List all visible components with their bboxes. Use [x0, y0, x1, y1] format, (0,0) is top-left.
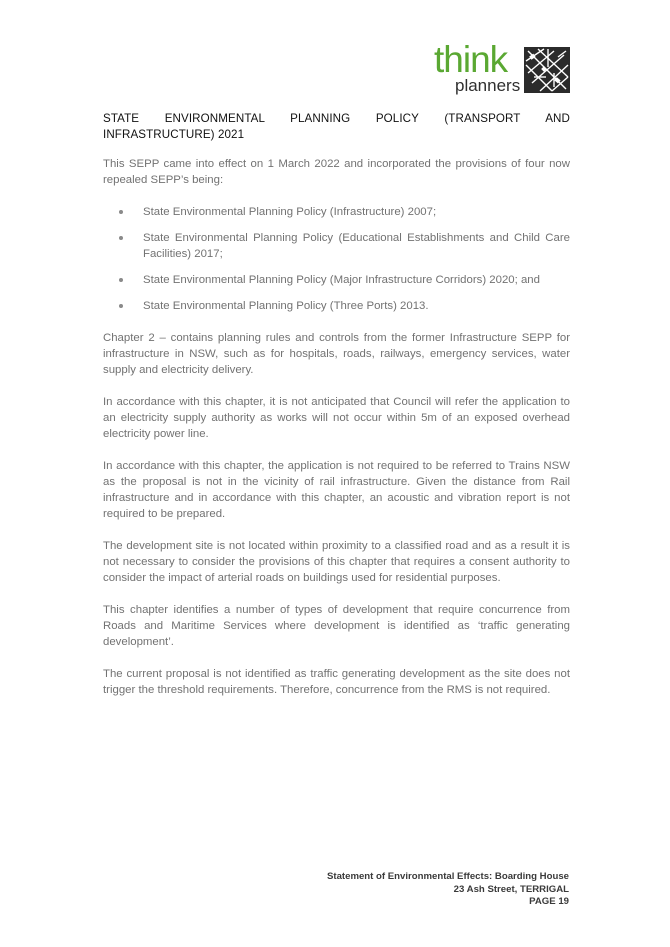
document-body — [103, 111, 570, 714]
intro-paragraph: This SEPP came into effect on 1 March 2022 and incorporated the provisions of four now repealed SEPP’s being: — [103, 158, 570, 186]
paragraph-concurrence: This chapter identifies a number of types of development that require concurrence from Roads and Maritime Services where development is identified as ‘traffic generating development’. — [103, 604, 570, 648]
section-heading: STATE ENVIRONMENTAL PLANNING POLICY (TRANSPORT AND INFRASTRUCTURE) 2021 — [103, 112, 570, 141]
bullet-dot-icon — [119, 278, 123, 282]
bullet-dot-icon — [119, 236, 123, 240]
logo-think-text: think — [434, 39, 508, 80]
repealed-sepp-list — [103, 204, 570, 314]
paragraph-rail: In accordance with this chapter, the application is not required to be referred to Trains NSW as the proposal is not in the vicinity of rail infrastructure. Given the distance from Rail infrastructure and in accordance with this chapter, an acoustic and vibration report is not required to be prepared. — [103, 460, 570, 520]
city-grid-icon — [524, 47, 570, 93]
paragraph-electricity: In accordance with this chapter, it is not anticipated that Council will refer the application to an electricity supply authority as works will not occur within 5m of an exposed overhead electricity power line. — [103, 396, 570, 440]
paragraph-traffic-generating: The current proposal is not identified as traffic generating development as the site does not trigger the threshold requirements. Therefore, concurrence from the RMS is not required. — [103, 668, 570, 696]
bullet-dot-icon — [119, 304, 123, 308]
page-footer — [327, 871, 569, 909]
list-item: State Environmental Planning Policy (Educational Establishments and Child Care Facilities) 2017; — [103, 230, 570, 262]
bullet-dot-icon — [119, 210, 123, 214]
list-item: State Environmental Planning Policy (Three Ports) 2013. — [103, 298, 570, 314]
paragraph-chapter-2: Chapter 2 – contains planning rules and controls from the former Infrastructure SEPP for infrastructure in NSW, such as for hospitals, roads, railways, emergency services, water supply and electricity delivery. — [103, 332, 570, 376]
list-item: State Environmental Planning Policy (Infrastructure) 2007; — [103, 204, 570, 220]
paragraph-classified-road: The development site is not located within proximity to a classified road and as a result it is not necessary to consider the provisions of this chapter that requires a consent authority to consider the impact of arterial roads on buildings used for residential purposes. — [103, 540, 570, 584]
footer-page-number: PAGE 19 — [529, 896, 569, 907]
list-item: State Environmental Planning Policy (Major Infrastructure Corridors) 2020; and — [103, 272, 570, 288]
footer-document-title: Statement of Environmental Effects: Boarding House — [326, 871, 569, 882]
footer-address: 23 Ash Street, TERRIGAL — [453, 883, 569, 895]
logo-planners-text: planners — [455, 76, 521, 95]
think-planners-logo — [434, 39, 574, 98]
